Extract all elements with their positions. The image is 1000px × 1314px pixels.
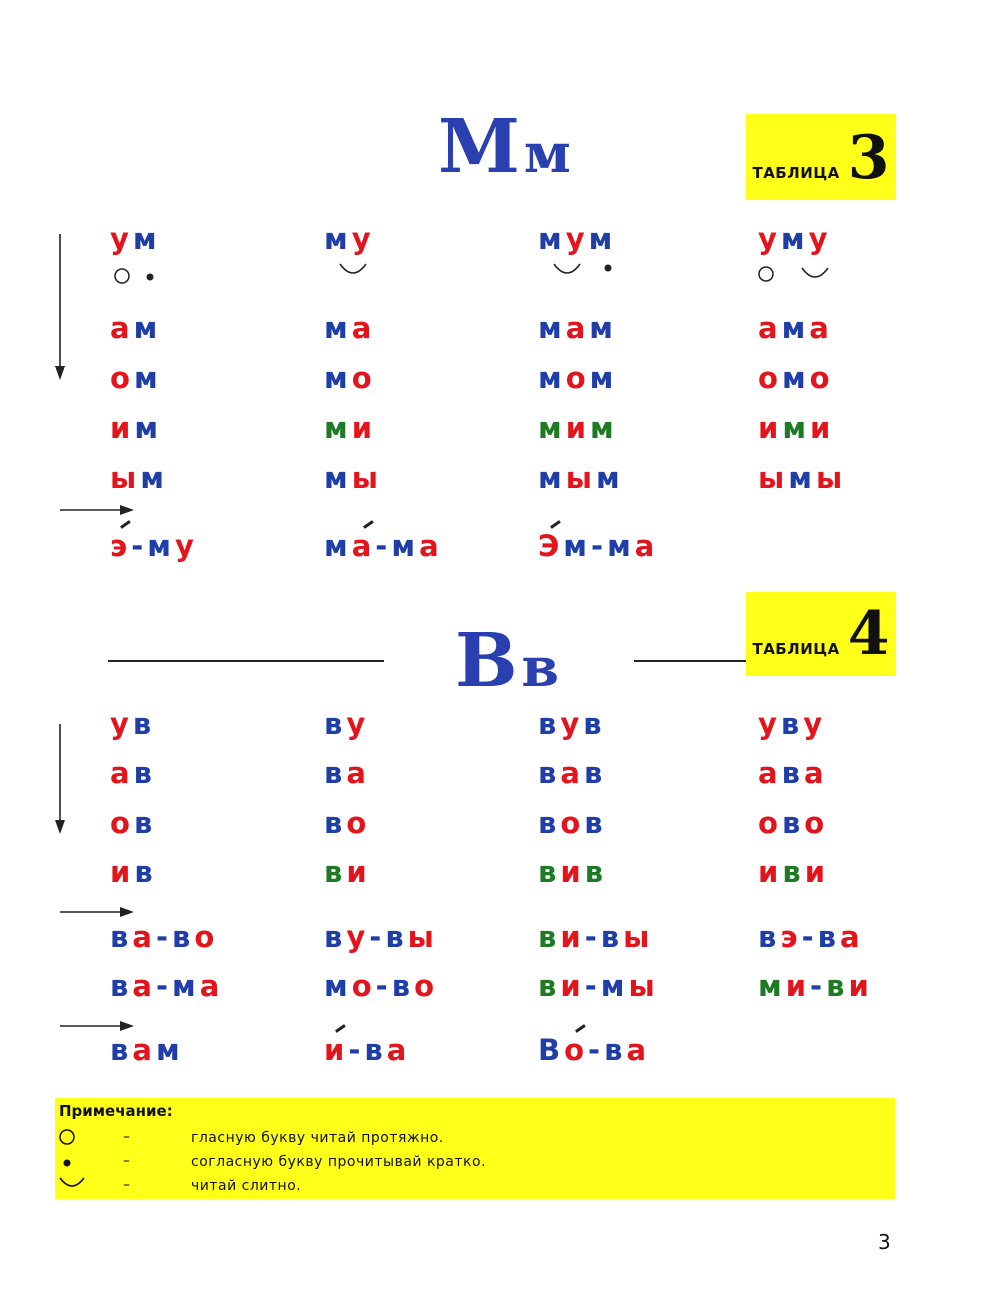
letter: о (346, 806, 371, 840)
letter: а (758, 311, 782, 345)
syllable-pair (110, 969, 224, 1003)
letter: в (134, 855, 157, 889)
letter: в (171, 920, 195, 954)
letter: м (391, 529, 420, 563)
word (110, 1033, 184, 1067)
letter: а (839, 920, 864, 954)
syllable-pair (758, 969, 873, 1003)
letter: м (588, 222, 617, 256)
letter: у (110, 707, 133, 741)
letter: о (194, 920, 219, 954)
syllable-cell (538, 461, 624, 495)
letter: и (785, 969, 811, 1003)
down-arrow-icon (52, 724, 68, 838)
syllable-cell (324, 855, 371, 889)
letter: в (385, 920, 408, 954)
syllable-mu (324, 222, 375, 256)
letter: м (140, 461, 168, 495)
note-dash: – (123, 1153, 130, 1169)
letter: - (375, 969, 392, 1003)
letter: а (803, 756, 828, 790)
letter: в (604, 1033, 627, 1067)
letter: а (132, 1033, 156, 1067)
letter: м (324, 461, 352, 495)
syllable-pair (110, 920, 219, 954)
syllable-mum (538, 222, 617, 256)
divider-line-left (108, 660, 384, 662)
letter: у (808, 222, 832, 256)
syllable-cell (758, 806, 829, 840)
accented-letter: о (564, 1033, 589, 1067)
letter: в (133, 806, 157, 840)
note-text: гласную букву читай протяжно. (191, 1130, 444, 1146)
syllable-pair (538, 920, 654, 954)
word (538, 1033, 651, 1067)
letter: - (155, 969, 172, 1003)
letter: м (324, 222, 352, 256)
letter: м (538, 361, 566, 395)
word (538, 529, 659, 563)
arc-icon (57, 1174, 87, 1192)
accented-letter: Э (538, 529, 564, 563)
syllable-um (110, 222, 161, 256)
syllable-pair (324, 969, 438, 1003)
letter: м (782, 411, 811, 445)
letter: в (364, 1033, 387, 1067)
letter: в (132, 707, 156, 741)
letter: и (565, 411, 591, 445)
letter: в (583, 756, 607, 790)
letter: и (346, 855, 371, 889)
letter: м (133, 311, 162, 345)
note-dash: – (123, 1177, 130, 1193)
accented-letter: э (110, 529, 132, 563)
letter: в (817, 920, 840, 954)
letter: э (780, 920, 802, 954)
letter: а (419, 529, 443, 563)
letter: м (758, 969, 786, 1003)
letter: м (324, 361, 352, 395)
letter: ы (628, 969, 659, 1003)
dot-icon (58, 1154, 76, 1172)
syllable-cell (758, 756, 828, 790)
letter: в (781, 806, 805, 840)
syllable-cell (110, 756, 156, 790)
letter: о (351, 969, 376, 1003)
syllable-pair (758, 920, 864, 954)
syllable-cell (538, 855, 608, 889)
letter: и (848, 969, 873, 1003)
letter: ы (758, 461, 789, 495)
letter: м (538, 461, 566, 495)
letter: м (589, 361, 618, 395)
letter: в (324, 756, 347, 790)
accented-letter: а (351, 529, 376, 563)
reading-marks-mu (336, 258, 372, 280)
letter: в (110, 969, 133, 1003)
letter: а (386, 1033, 411, 1067)
note-text: читай слитно. (191, 1178, 302, 1194)
lowercase-letter: м (523, 121, 571, 185)
letter: м (781, 311, 810, 345)
syllable-cell (538, 361, 618, 395)
syllable-cell (758, 411, 835, 445)
syllable-cell (324, 806, 371, 840)
letter: о (110, 806, 134, 840)
letter: в (758, 920, 781, 954)
letter: о (560, 806, 585, 840)
letter: - (591, 529, 608, 563)
letter: м (600, 969, 629, 1003)
syllable-cell (324, 361, 376, 395)
syllable-cell (110, 707, 156, 741)
letter: в (538, 756, 561, 790)
letter: м (324, 411, 352, 445)
syllable-cell (324, 707, 370, 741)
letter: а (565, 311, 590, 345)
letter: и (351, 411, 377, 445)
uppercase-letter: М (438, 104, 520, 190)
syllable-cell (110, 461, 168, 495)
reading-marks-um (112, 264, 162, 288)
letter: - (131, 529, 148, 563)
note-dash: – (123, 1129, 130, 1145)
letter: и (560, 969, 585, 1003)
syllable-cell (538, 806, 607, 840)
letter: а (626, 1033, 651, 1067)
letter: в (600, 920, 624, 954)
reading-marks-umu (756, 262, 836, 286)
syllable-cell (110, 855, 157, 889)
letter: м (538, 411, 566, 445)
right-arrow-icon (60, 905, 136, 919)
syllable-cell (538, 707, 606, 741)
down-arrow-icon (52, 234, 68, 384)
letter: в (584, 855, 608, 889)
letter: а (346, 756, 370, 790)
syllable-cell (758, 707, 827, 741)
letter: о (351, 361, 376, 395)
letter: ы (351, 461, 382, 495)
syllable-cell (324, 461, 382, 495)
letter: в (538, 920, 561, 954)
letter: - (810, 969, 827, 1003)
letter: В (538, 1033, 565, 1067)
letter: м (324, 529, 352, 563)
letter: м (590, 411, 618, 445)
letter: у (174, 529, 198, 563)
letter: ы (623, 920, 654, 954)
letter: м (780, 222, 809, 256)
word (324, 529, 443, 563)
letter: м (538, 311, 566, 345)
letter: у (346, 707, 370, 741)
letter: в (324, 920, 347, 954)
letter: м (788, 461, 816, 495)
syllable-cell (324, 756, 370, 790)
syllable-cell (324, 411, 377, 445)
letter: а (110, 311, 134, 345)
letter: а (110, 756, 134, 790)
letter: ы (815, 461, 847, 495)
letter: м (324, 311, 352, 345)
letter: м (595, 461, 624, 495)
syllable-cell (538, 411, 618, 445)
syllable-cell (538, 756, 607, 790)
letter: в (324, 707, 347, 741)
letter: у (758, 707, 781, 741)
letter: о (809, 361, 834, 395)
syllable-cell (758, 361, 834, 395)
letter: м (607, 529, 635, 563)
letter: - (584, 969, 601, 1003)
letter: у (560, 707, 584, 741)
note-text: согласную букву прочитывай кратко. (191, 1154, 486, 1170)
uppercase-letter: В (455, 618, 518, 704)
letter: м (134, 411, 163, 445)
letter: в (781, 756, 804, 790)
letter: о (758, 806, 782, 840)
letter: и (810, 411, 835, 445)
letter: и (758, 855, 783, 889)
letter: в (324, 855, 347, 889)
letter: м (155, 1033, 184, 1067)
letter: в (133, 756, 156, 790)
letter: в (826, 969, 849, 1003)
letter: в (391, 969, 415, 1003)
letter: а (132, 920, 156, 954)
letter: а (351, 311, 376, 345)
letter: в (538, 969, 561, 1003)
letter: и (110, 411, 135, 445)
note-title: Примечание: (59, 1102, 173, 1120)
letter: - (369, 920, 386, 954)
letter: в (324, 806, 347, 840)
letter: и (110, 855, 135, 889)
letter: ы (110, 461, 141, 495)
letter: м (133, 361, 162, 395)
letter: - (801, 920, 818, 954)
letter: у (565, 222, 589, 256)
syllable-cell (758, 855, 830, 889)
syllable-pair (324, 920, 438, 954)
letter: м (324, 969, 352, 1003)
letter: - (155, 920, 172, 954)
letter: м (538, 222, 566, 256)
letter: в (538, 855, 561, 889)
note-box (55, 1098, 895, 1199)
letter: в (584, 806, 607, 840)
letter: в (583, 707, 606, 741)
letter: у (758, 222, 781, 256)
reading-marks-mum (550, 258, 620, 282)
letter: а (199, 969, 224, 1003)
syllable-cell (538, 311, 618, 345)
syllable-cell (110, 361, 162, 395)
letter: у (803, 707, 827, 741)
syllable-cell (110, 806, 157, 840)
word (324, 1033, 411, 1067)
letter: м (171, 969, 200, 1003)
letter: - (348, 1033, 365, 1067)
syllable-cell (110, 411, 163, 445)
syllable-cell (324, 311, 376, 345)
letter: в (538, 806, 561, 840)
letter: у (346, 920, 370, 954)
letter: у (351, 222, 375, 256)
letter: а (634, 529, 659, 563)
page-number: 3 (878, 1230, 891, 1254)
syllable-cell (110, 311, 162, 345)
letter: и (804, 855, 830, 889)
letter: а (758, 756, 782, 790)
letter-heading-m (438, 104, 571, 190)
letter: м (132, 222, 161, 256)
letter: в (538, 707, 561, 741)
letter: а (809, 311, 833, 345)
letter: м (147, 529, 175, 563)
letter: о (565, 361, 590, 395)
letter: м (781, 361, 810, 395)
right-arrow-icon (60, 1019, 136, 1033)
letter: м (589, 311, 618, 345)
letter: у (110, 222, 133, 256)
table-label-3 (746, 114, 896, 200)
letter: а (560, 756, 584, 790)
letter: ы (407, 920, 438, 954)
letter: м (563, 529, 592, 563)
table-label-text: ТАБЛИЦА (752, 640, 840, 658)
letter: а (132, 969, 156, 1003)
letter: ы (565, 461, 596, 495)
letter: и (758, 411, 783, 445)
syllable-umu (758, 222, 832, 256)
letter: и (560, 920, 585, 954)
letter: о (758, 361, 782, 395)
letter: в (782, 855, 805, 889)
letter: - (375, 529, 392, 563)
word (110, 529, 198, 563)
table-number: 3 (847, 123, 890, 193)
letter: в (780, 707, 804, 741)
right-arrow-icon (60, 503, 136, 517)
lowercase-letter: в (521, 635, 560, 699)
divider-line-right (634, 660, 746, 662)
letter: о (110, 361, 134, 395)
syllable-cell (758, 311, 833, 345)
table-label-text: ТАБЛИЦА (752, 164, 840, 182)
letter-heading-v (455, 618, 559, 704)
letter: и (560, 855, 585, 889)
letter: о (804, 806, 829, 840)
syllable-pair (538, 969, 659, 1003)
syllable-cell (758, 461, 847, 495)
letter: о (414, 969, 438, 1003)
letter: - (584, 920, 601, 954)
table-label-4 (746, 592, 896, 676)
table-number: 4 (847, 599, 890, 669)
letter: в (110, 920, 133, 954)
letter: - (588, 1033, 605, 1067)
letter: в (110, 1033, 133, 1067)
accented-letter: и (324, 1033, 349, 1067)
circle-icon (58, 1128, 76, 1146)
